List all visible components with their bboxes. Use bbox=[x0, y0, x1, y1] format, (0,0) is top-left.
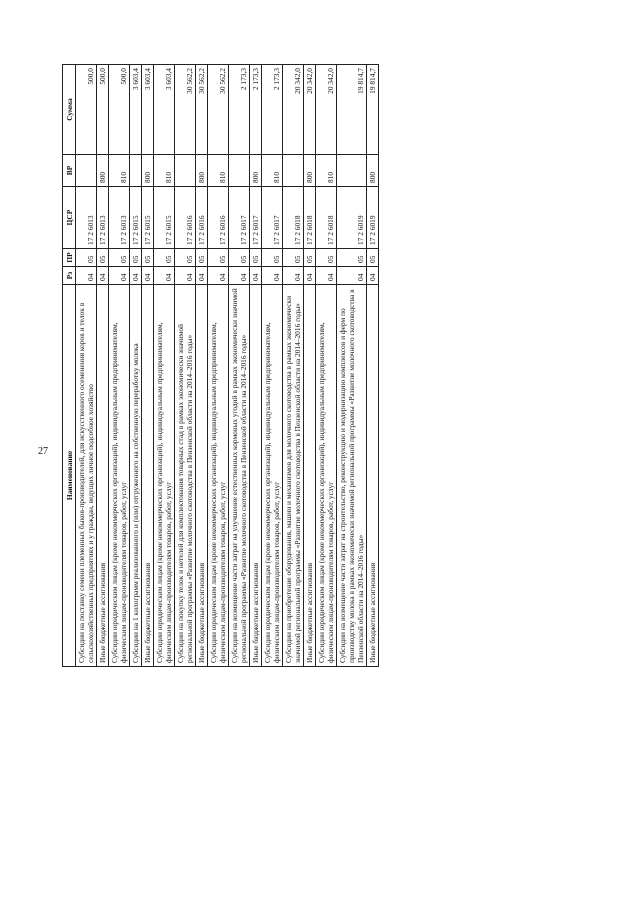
cell-vr: 810 bbox=[154, 155, 175, 187]
cell-name: Иные бюджетные ассигнования bbox=[304, 285, 316, 667]
cell-vr: 800 bbox=[97, 155, 109, 187]
cell-rz: 04 bbox=[97, 267, 109, 285]
table-row bbox=[229, 65, 250, 667]
cell-vr bbox=[76, 155, 97, 187]
cell-name: Субсидии юридическим лицам (кроме некоммерческих организаций), индивидуальным предпринимателям, физическим лицам-производителям товаров, работ, услуг bbox=[316, 285, 337, 667]
cell-csr: 17 2 6016 bbox=[175, 187, 196, 249]
table-row bbox=[250, 65, 262, 667]
cell-vr: 810 bbox=[109, 155, 130, 187]
cell-csr: 17 2 6016 bbox=[196, 187, 208, 249]
cell-vr bbox=[337, 155, 367, 187]
header-name: Наименование bbox=[63, 285, 76, 667]
cell-pr: 05 bbox=[367, 249, 379, 267]
cell-sum: 30 562,2 bbox=[175, 65, 196, 155]
table-row bbox=[337, 65, 367, 667]
table-row bbox=[283, 65, 304, 667]
cell-name: Субсидии юридическим лицам (кроме некоммерческих организаций), индивидуальным предпринимателям, физическим лицам-производителям товаров, работ, услуг bbox=[154, 285, 175, 667]
table-row bbox=[76, 65, 97, 667]
cell-rz: 04 bbox=[208, 267, 229, 285]
cell-vr bbox=[130, 155, 142, 187]
cell-vr: 800 bbox=[142, 155, 154, 187]
cell-sum: 30 562,2 bbox=[208, 65, 229, 155]
table-header-row bbox=[63, 65, 76, 667]
cell-csr: 17 2 6015 bbox=[154, 187, 175, 249]
cell-pr: 05 bbox=[175, 249, 196, 267]
cell-rz: 04 bbox=[142, 267, 154, 285]
table-row bbox=[316, 65, 337, 667]
cell-rz: 04 bbox=[304, 267, 316, 285]
cell-sum: 19 814,7 bbox=[367, 65, 379, 155]
cell-name: Субсидии на 1 килограмм реализованного и (или) отгруженного на собственную переработку молока bbox=[130, 285, 142, 667]
cell-rz: 04 bbox=[250, 267, 262, 285]
cell-pr: 05 bbox=[283, 249, 304, 267]
cell-rz: 04 bbox=[175, 267, 196, 285]
cell-sum: 2 173,3 bbox=[262, 65, 283, 155]
cell-vr: 810 bbox=[262, 155, 283, 187]
cell-sum: 3 603,4 bbox=[154, 65, 175, 155]
cell-csr: 17 2 6015 bbox=[142, 187, 154, 249]
cell-sum: 500,0 bbox=[76, 65, 97, 155]
table-row bbox=[109, 65, 130, 667]
cell-sum: 20 342,0 bbox=[304, 65, 316, 155]
cell-csr: 17 2 6019 bbox=[337, 187, 367, 249]
cell-pr: 05 bbox=[208, 249, 229, 267]
cell-rz: 04 bbox=[76, 267, 97, 285]
cell-rz: 04 bbox=[316, 267, 337, 285]
cell-pr: 05 bbox=[196, 249, 208, 267]
cell-name: Иные бюджетные ассигнования bbox=[142, 285, 154, 667]
cell-vr bbox=[283, 155, 304, 187]
budget-table bbox=[62, 64, 379, 667]
cell-name: Иные бюджетные ассигнования bbox=[250, 285, 262, 667]
cell-csr: 17 2 6018 bbox=[316, 187, 337, 249]
header-vr: ВР bbox=[63, 155, 76, 187]
cell-csr: 17 2 6017 bbox=[250, 187, 262, 249]
table-row bbox=[175, 65, 196, 667]
cell-name: Субсидии на возмещение части затрат на строительство, реконструкцию и модернизацию комплексов и ферм по производству молока в рамках экономически значимой региональной программы «Развитие молочного скотоводства в Пензенской области на 2014–2016 годы» bbox=[337, 285, 367, 667]
cell-sum: 20 342,0 bbox=[283, 65, 304, 155]
table-row bbox=[208, 65, 229, 667]
cell-csr: 17 2 6013 bbox=[97, 187, 109, 249]
cell-pr: 05 bbox=[142, 249, 154, 267]
cell-csr: 17 2 6015 bbox=[130, 187, 142, 249]
cell-pr: 05 bbox=[97, 249, 109, 267]
cell-sum: 2 173,3 bbox=[229, 65, 250, 155]
header-pr: ПР bbox=[63, 249, 76, 267]
cell-csr: 17 2 6018 bbox=[304, 187, 316, 249]
cell-sum: 19 814,7 bbox=[337, 65, 367, 155]
cell-sum: 20 342,0 bbox=[316, 65, 337, 155]
cell-csr: 17 2 6017 bbox=[229, 187, 250, 249]
header-csr: ЦСР bbox=[63, 187, 76, 249]
cell-rz: 04 bbox=[130, 267, 142, 285]
cell-csr: 17 2 6013 bbox=[109, 187, 130, 249]
cell-pr: 05 bbox=[76, 249, 97, 267]
table-row bbox=[142, 65, 154, 667]
cell-name: Субсидии юридическим лицам (кроме некоммерческих организаций), индивидуальным предпринимателям, физическим лицам-производителям товаров, работ, услуг bbox=[262, 285, 283, 667]
table-row bbox=[130, 65, 142, 667]
cell-csr: 17 2 6018 bbox=[283, 187, 304, 249]
cell-rz: 04 bbox=[367, 267, 379, 285]
cell-name: Иные бюджетные ассигнования bbox=[97, 285, 109, 667]
cell-rz: 04 bbox=[229, 267, 250, 285]
cell-sum: 3 603,4 bbox=[142, 65, 154, 155]
cell-rz: 04 bbox=[109, 267, 130, 285]
cell-pr: 05 bbox=[154, 249, 175, 267]
cell-name: Субсидии на приобретение оборудования, машин и механизмов для молочного скотоводства в рамках экономически значимой региональной программы «Развитие молочного скотоводства в Пензенской области на 2014–2016 годы» bbox=[283, 285, 304, 667]
cell-sum: 500,0 bbox=[109, 65, 130, 155]
cell-vr: 800 bbox=[367, 155, 379, 187]
cell-name: Субсидии на поставку семени племенных быков-производителей, для искусственного осеменения коров и телок в сельскохозяйственных предприятиях и у граждан, ведущих личное подсобное хозяйство bbox=[76, 285, 97, 667]
table-row bbox=[97, 65, 109, 667]
cell-vr: 810 bbox=[316, 155, 337, 187]
header-sum: Сумма bbox=[63, 65, 76, 155]
cell-pr: 05 bbox=[304, 249, 316, 267]
cell-vr bbox=[229, 155, 250, 187]
table-body bbox=[76, 65, 379, 667]
cell-csr: 17 2 6017 bbox=[262, 187, 283, 249]
cell-vr bbox=[175, 155, 196, 187]
cell-name: Субсидии на покупку телок и нетелей для комплектования товарных стад в рамках экономически значимой региональной программы «Развитие молочного скотоводства в Пензенской области на 2014–2016 годы» bbox=[175, 285, 196, 667]
cell-pr: 05 bbox=[109, 249, 130, 267]
table-row bbox=[367, 65, 379, 667]
cell-vr: 800 bbox=[196, 155, 208, 187]
cell-sum: 3 603,4 bbox=[130, 65, 142, 155]
cell-rz: 04 bbox=[337, 267, 367, 285]
cell-name: Субсидии на возмещение части затрат на улучшение естественных кормовых угодий в рамках экономически значимой региональной программы «Развитие молочного скотоводства в Пензенской области на 2014–2016 годы» bbox=[229, 285, 250, 667]
cell-sum: 2 173,3 bbox=[250, 65, 262, 155]
cell-csr: 17 2 6019 bbox=[367, 187, 379, 249]
cell-pr: 05 bbox=[262, 249, 283, 267]
cell-name: Субсидии юридическим лицам (кроме некоммерческих организаций), индивидуальным предпринимателям, физическим лицам-производителям товаров, работ, услуг bbox=[109, 285, 130, 667]
cell-vr: 810 bbox=[208, 155, 229, 187]
cell-vr: 800 bbox=[250, 155, 262, 187]
cell-pr: 05 bbox=[250, 249, 262, 267]
table-row bbox=[196, 65, 208, 667]
cell-rz: 04 bbox=[283, 267, 304, 285]
table-row bbox=[304, 65, 316, 667]
cell-csr: 17 2 6013 bbox=[76, 187, 97, 249]
cell-name: Иные бюджетные ассигнования bbox=[196, 285, 208, 667]
page-number: 27 bbox=[38, 446, 48, 457]
cell-rz: 04 bbox=[196, 267, 208, 285]
cell-csr: 17 2 6016 bbox=[208, 187, 229, 249]
cell-pr: 05 bbox=[337, 249, 367, 267]
cell-pr: 05 bbox=[229, 249, 250, 267]
cell-sum: 500,0 bbox=[97, 65, 109, 155]
cell-rz: 04 bbox=[262, 267, 283, 285]
cell-sum: 30 562,2 bbox=[196, 65, 208, 155]
cell-vr: 800 bbox=[304, 155, 316, 187]
cell-pr: 05 bbox=[130, 249, 142, 267]
cell-name: Иные бюджетные ассигнования bbox=[367, 285, 379, 667]
table-row bbox=[262, 65, 283, 667]
cell-rz: 04 bbox=[154, 267, 175, 285]
header-rz: Рз bbox=[63, 267, 76, 285]
table-row bbox=[154, 65, 175, 667]
cell-pr: 05 bbox=[316, 249, 337, 267]
cell-name: Субсидии юридическим лицам (кроме некоммерческих организаций), индивидуальным предпринимателям, физическим лицам-производителям товаров, работ, услуг bbox=[208, 285, 229, 667]
